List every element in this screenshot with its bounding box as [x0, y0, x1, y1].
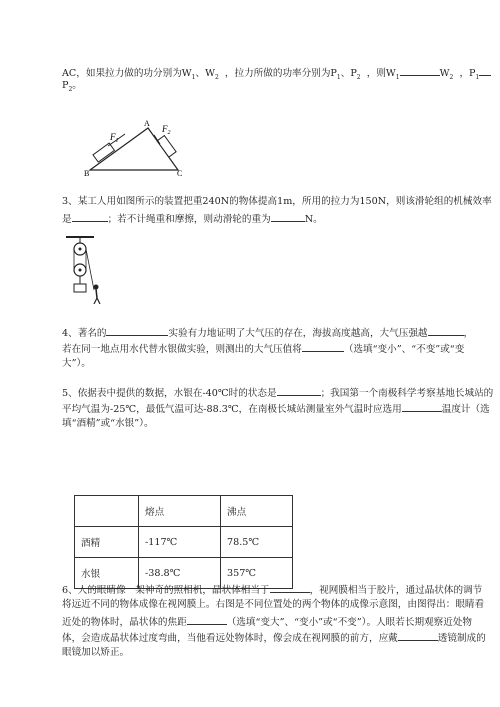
table-cell: -38.8℃	[139, 558, 221, 589]
q4-text: 实验有力地证明了大气压的存在，海拔高度越高，大气压强越	[168, 328, 428, 339]
table-row	[75, 527, 293, 558]
q3-text: N。	[304, 214, 323, 225]
answer-blank[interactable]	[271, 212, 305, 222]
table-cell: 水银	[75, 558, 139, 589]
q5-line-3: 填“酒精”或“水银”）。	[62, 418, 154, 429]
q2-line-2	[62, 80, 82, 96]
block-right	[157, 136, 176, 157]
q2-text: AC，如果拉力做的功分别为W	[62, 68, 192, 79]
table-cell: -117℃	[139, 527, 221, 558]
answer-blank[interactable]	[72, 212, 108, 222]
answer-blank[interactable]	[302, 342, 344, 352]
q4-text: 4、著名的	[62, 328, 107, 339]
answer-blank[interactable]	[400, 66, 440, 76]
block-left	[93, 143, 114, 162]
answer-blank[interactable]	[402, 402, 442, 412]
label-c: C	[177, 169, 183, 178]
pulley-figure	[64, 234, 114, 304]
q4-line-2	[62, 342, 464, 356]
p1-subscript: 1	[475, 73, 480, 81]
label-a: A	[144, 119, 150, 128]
p2-subscript: 2	[68, 85, 73, 93]
q5-line-1	[62, 386, 493, 400]
answer-blank[interactable]	[270, 583, 310, 593]
q6-text: 透镜制成的	[437, 633, 486, 644]
q5-text: 温度计（选	[441, 404, 490, 415]
answer-blank[interactable]	[187, 615, 227, 625]
answer-blank[interactable]	[277, 386, 321, 396]
q5-line-2	[62, 402, 490, 416]
worker-leg	[97, 298, 100, 304]
q6-text: 6、人的眼睛像一架神奇的照相机，晶状体相当于	[62, 585, 270, 596]
w2-subscript: 2	[449, 73, 454, 81]
q5-text: 5、依据表中提供的数据，水银在-40℃时的状态是	[62, 388, 277, 399]
q3-text: ；若不计绳重和摩擦，则动滑轮的重为	[107, 214, 271, 225]
answer-blank[interactable]	[106, 326, 168, 336]
table-header-cell	[75, 496, 139, 527]
q6-line-3	[62, 615, 472, 629]
answer-blank[interactable]	[479, 66, 491, 76]
table-header-cell: 沸点	[221, 496, 293, 527]
p2-subscript: 2	[356, 73, 361, 81]
table-header-row	[75, 496, 293, 527]
incline-figure	[80, 118, 190, 178]
q2-text: ，P	[459, 68, 476, 79]
q2-text: P	[62, 80, 69, 91]
table-header-cell: 熔点	[139, 496, 221, 527]
q4-line-3: 大”）。	[62, 358, 91, 369]
w2-subscript: 2	[214, 73, 219, 81]
pulley-axle	[79, 269, 82, 272]
answer-blank[interactable]	[428, 326, 464, 336]
label-b: B	[84, 169, 90, 178]
worker-body	[96, 289, 97, 298]
table-cell: 357℃	[221, 558, 293, 589]
label-f1: $F_1$	[110, 132, 119, 144]
answer-blank[interactable]	[398, 631, 438, 641]
q4-text: 若在同一地点用水代替水银做实验，则测出的大气压值将	[62, 344, 302, 355]
q6-text: （选填“变大”、“变小”或“不变”）。人眼若长期观察近处物	[226, 617, 473, 628]
q2-text: W	[439, 68, 450, 79]
q5-text: ；我国第一个南极科学考察基地长城站的	[320, 388, 494, 399]
q2-text: ，则W	[366, 68, 396, 79]
q6-line-2: 将远近不同的物体成像在视网膜上。右图是不同位置处的两个物体的成像示意图，由图得出：眼睛看	[62, 599, 485, 610]
w1-subscript: 1	[395, 73, 400, 81]
q6-text: ，视网膜相当于胶片，通过晶状体的调节	[309, 585, 483, 596]
q3-line-2	[62, 212, 323, 226]
q6-line-5: 眼镜加以矫正。	[62, 647, 130, 658]
q4-text: （选填“变小”、“不变”或“变	[343, 344, 465, 355]
q4-text: ，	[463, 328, 474, 339]
worker-head	[94, 285, 99, 290]
label-f2: $F_2$	[162, 124, 171, 136]
table-cell: 酒精	[75, 527, 139, 558]
p1-subscript: 1	[336, 73, 341, 81]
q6-line-4	[62, 631, 486, 645]
q4-line-1	[62, 326, 473, 340]
q2-text: 、W	[195, 68, 215, 79]
q5-text: 平均气温为-25℃，最低气温可达-88.3℃，在南极长城站测量室外气温时应选用	[62, 404, 402, 415]
w1-subscript: 1	[191, 73, 196, 81]
melting-boiling-table	[74, 495, 293, 589]
worker-leg	[94, 298, 97, 304]
weight-block	[74, 284, 86, 292]
pulley-axle	[79, 248, 82, 251]
q2-line-1	[62, 66, 491, 84]
q6-line-1	[62, 583, 482, 597]
q2-text: ，拉力所做的功率分别为P	[224, 68, 337, 79]
q2-text: 。	[72, 80, 82, 91]
q2-text: 、P	[340, 68, 357, 79]
q3-text: 是	[62, 214, 72, 225]
q6-text: 近处的物体时，晶状体的焦距	[62, 617, 187, 628]
q3-line-1: 3、某工人用如图所示的装置把重240N的物体提高1m，所用的拉力为150N，则该滑轮组的机械效率	[62, 196, 492, 207]
table-cell: 78.5℃	[221, 527, 293, 558]
rope-to-worker	[86, 249, 94, 290]
q6-text: 体，会造成晶状体过度弯曲，当他看远处物体时，像会成在视网膜的前方，应戴	[62, 633, 398, 644]
